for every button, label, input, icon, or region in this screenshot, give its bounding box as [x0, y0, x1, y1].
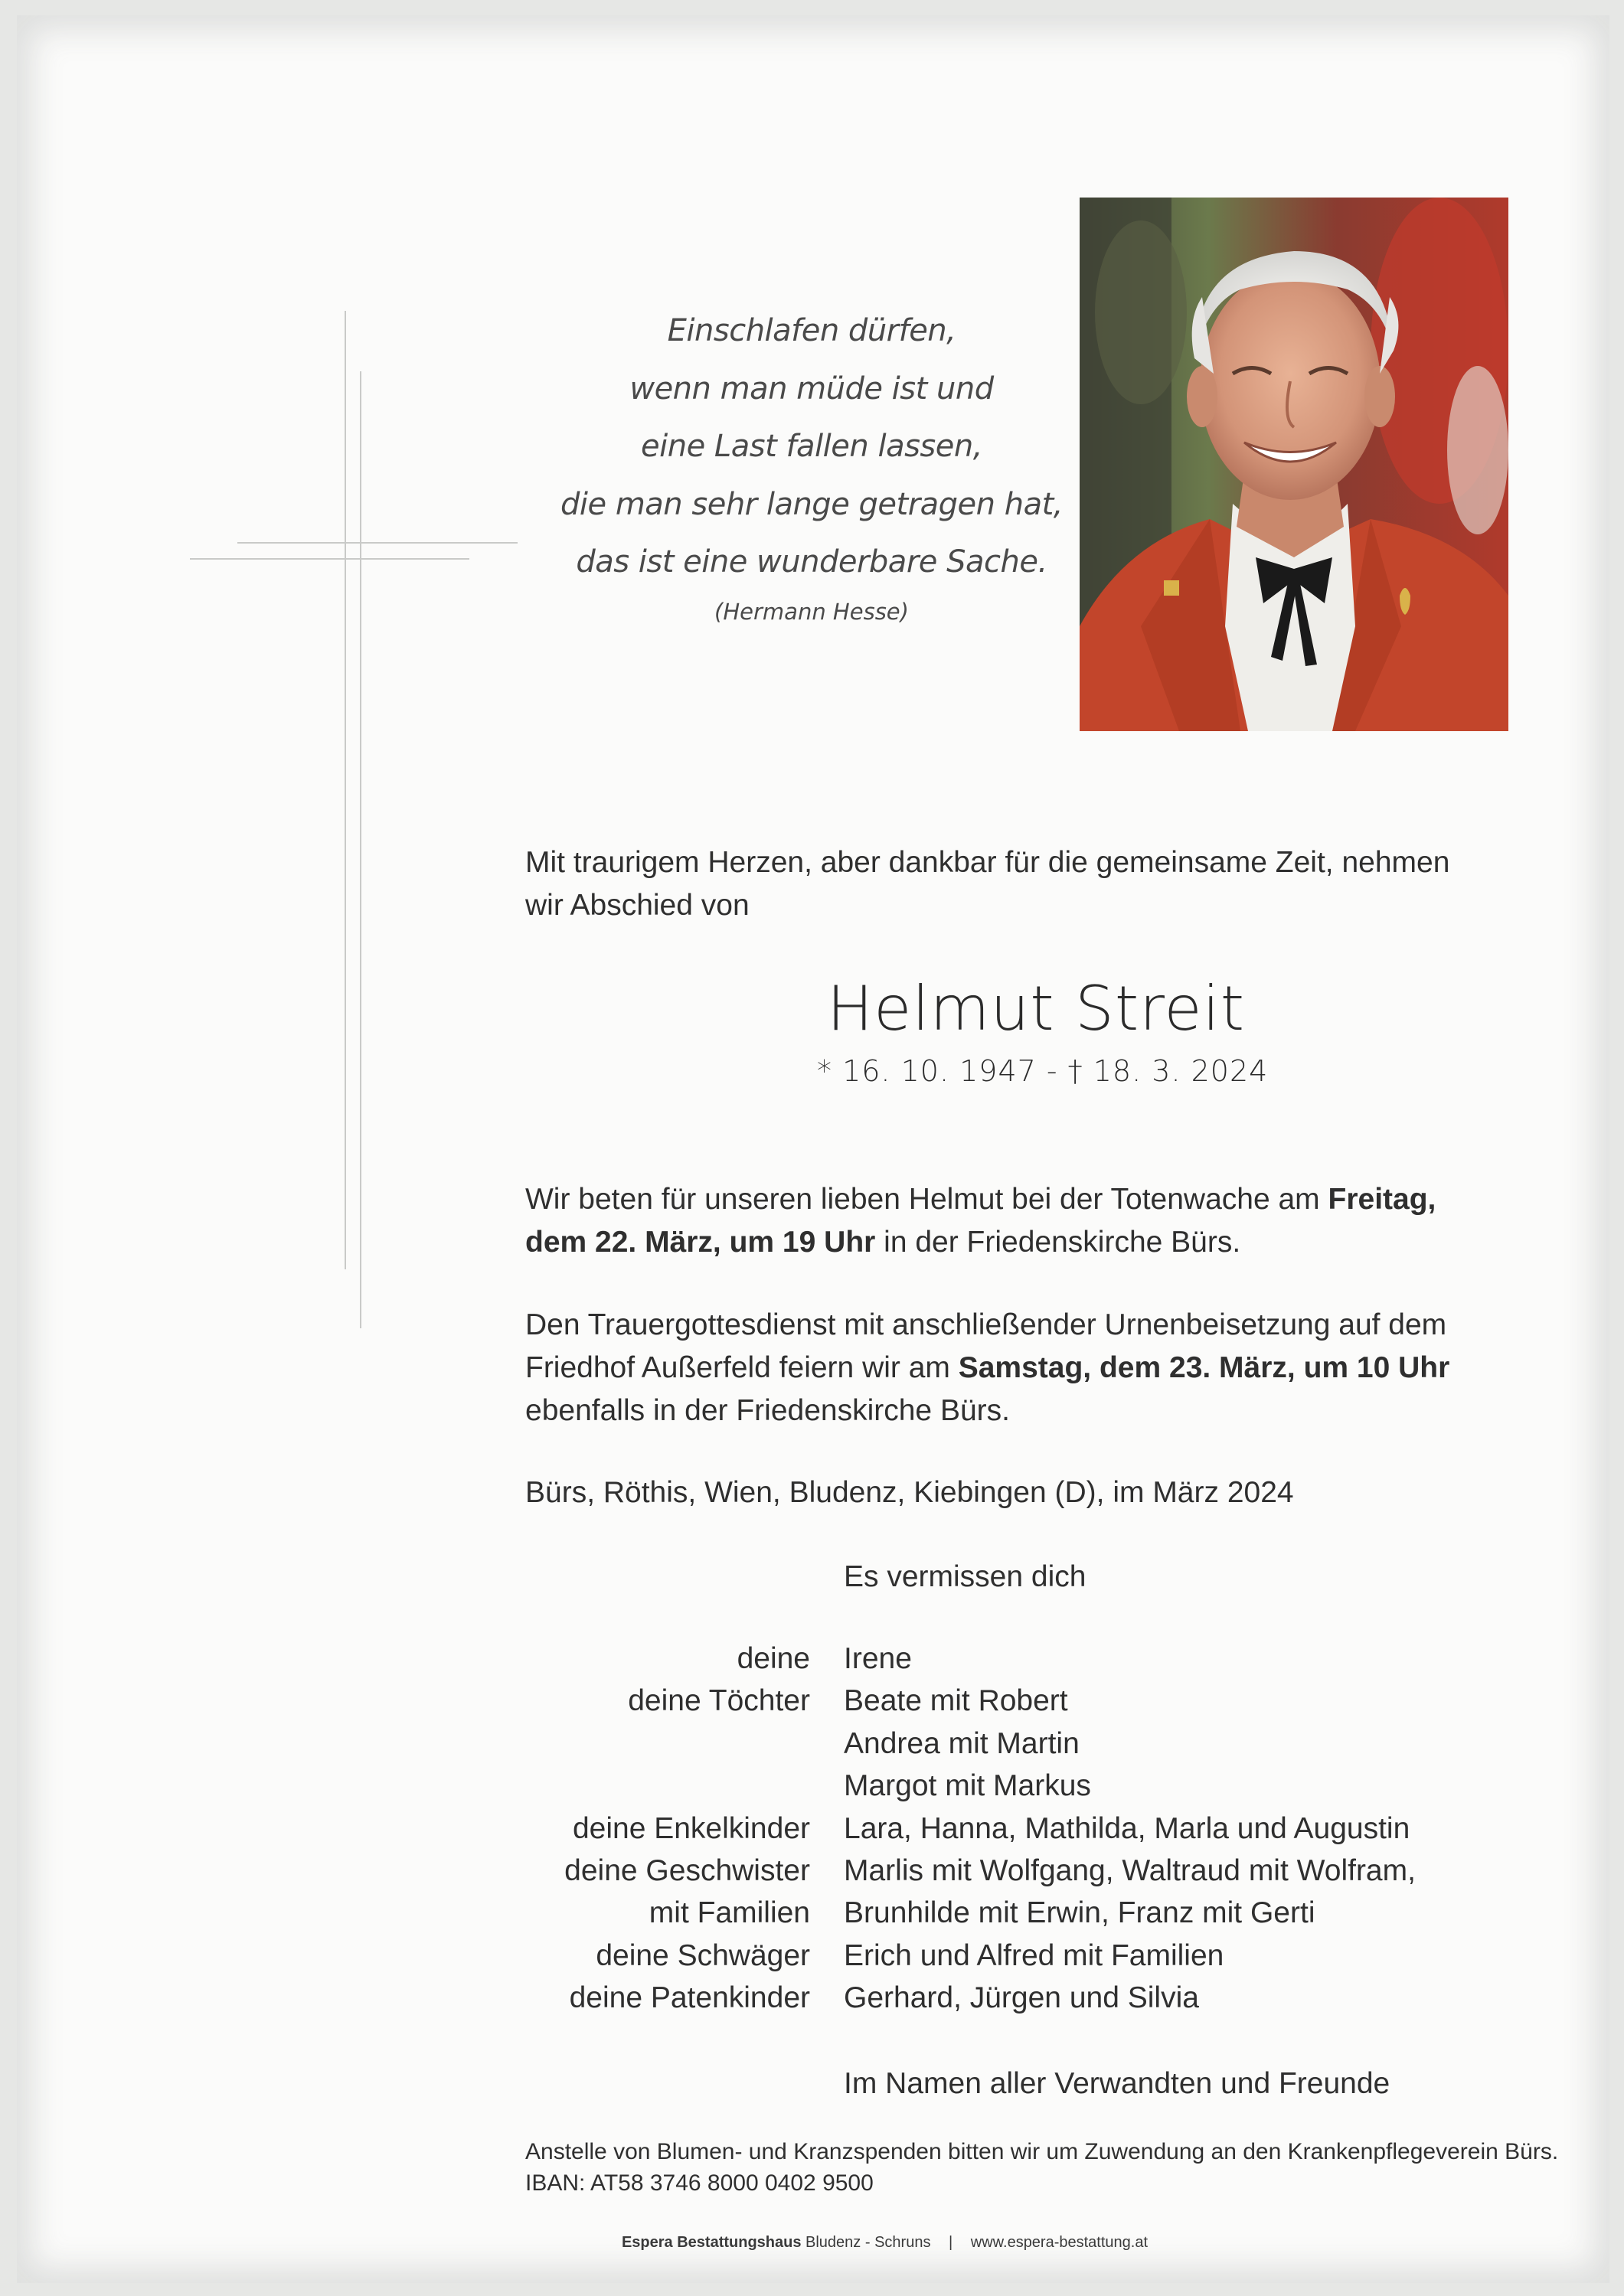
relative-names: Brunhilde mit Erwin, Franz mit Gerti: [844, 1896, 1315, 1930]
relative-names: Andrea mit Martin: [844, 1726, 1080, 1760]
relatives-names: [844, 1638, 1416, 2020]
footer-website[interactable]: www.espera-bestattung.at: [970, 2234, 1149, 2251]
relative-role: deine Enkelkinder: [572, 1811, 810, 1845]
vigil-day: Freitag,: [1328, 1183, 1436, 1216]
relative-names: Erich und Alfred mit Familien: [844, 1938, 1224, 1972]
donation-line: Anstelle von Blumen- und Kranzspenden bitten wir um Zuwendung an den Krankenpflegeverein Bürs.: [525, 2139, 1559, 2164]
intro-text: [525, 841, 1449, 927]
quote-line: eine Last fallen lassen,: [641, 429, 982, 464]
relative-names: Beate mit Robert: [844, 1684, 1068, 1718]
relative-role: deine Töchter: [628, 1684, 810, 1718]
quote-line: die man sehr lange getragen hat,: [560, 486, 1063, 522]
portrait-photo: [1080, 198, 1508, 731]
quote-line: Einschlafen dürfen,: [667, 313, 956, 348]
service-text: [525, 1304, 1449, 1432]
relative-role: mit Familien: [649, 1896, 810, 1930]
service-line: ebenfalls in der Friedenskirche Bürs.: [525, 1394, 1010, 1427]
vigil-text: [525, 1178, 1436, 1264]
miss-you-heading: Es vermissen dich: [844, 1560, 1086, 1593]
relative-role: [459, 1765, 810, 1807]
relative-role: [459, 1723, 810, 1765]
life-dates: * 16. 10. 1947 - † 18. 3. 2024: [817, 1054, 1269, 1088]
service-line-part: Friedhof Außerfeld feiern wir am: [525, 1351, 959, 1384]
relative-names: Gerhard, Jürgen und Silvia: [844, 1981, 1199, 2015]
relative-role: deine: [737, 1642, 810, 1675]
relative-role: deine Schwäger: [596, 1938, 810, 1972]
quote-line: das ist eine wunderbare Sache.: [576, 544, 1047, 580]
memorial-quote: [536, 302, 1087, 627]
service-line: Den Trauergottesdienst mit anschließender Urnenbeisetzung auf dem: [525, 1308, 1447, 1341]
vigil-place: in der Friedenskirche Bürs.: [875, 1226, 1241, 1259]
quote-author: (Hermann Hesse): [714, 598, 909, 625]
vigil-date-time: dem 22. März, um 19 Uhr: [525, 1226, 876, 1259]
closing-text: Im Namen aller Verwandten und Freunde: [844, 2067, 1390, 2100]
vigil-text-part: Wir beten für unseren lieben Helmut bei der Totenwache am: [525, 1183, 1328, 1216]
service-date-time: Samstag, dem 23. März, um 10 Uhr: [958, 1351, 1450, 1384]
intro-line: Mit traurigem Herzen, aber dankbar für die gemeinsame Zeit, nehmen: [525, 846, 1450, 879]
deceased-name: Helmut Streit: [827, 973, 1246, 1044]
footer-locations: Bludenz - Schruns: [801, 2234, 931, 2251]
place-date: Bürs, Röthis, Wien, Bludenz, Kiebingen (D), im März 2024: [525, 1476, 1294, 1509]
footer-company: Espera Bestattungshaus: [621, 2234, 802, 2251]
intro-line: wir Abschied von: [525, 889, 750, 922]
relative-names: Marlis mit Wolfgang, Waltraud mit Wolfram,: [844, 1854, 1416, 1888]
donation-note: [525, 2136, 1558, 2199]
relative-role: deine Patenkinder: [569, 1981, 810, 2015]
iban: IBAN: AT58 3746 8000 0402 9500: [525, 2170, 874, 2196]
relative-names: Lara, Hanna, Mathilda, Marla und Augustin: [844, 1811, 1410, 1845]
relative-names: Margot mit Markus: [844, 1769, 1091, 1803]
relative-names: Irene: [844, 1642, 912, 1675]
relative-role: deine Geschwister: [564, 1854, 810, 1888]
footer: [0, 2234, 1624, 2252]
footer-separator: |: [949, 2234, 953, 2251]
relatives-roles: [459, 1638, 810, 2020]
quote-line: wenn man müde ist und: [629, 371, 994, 407]
